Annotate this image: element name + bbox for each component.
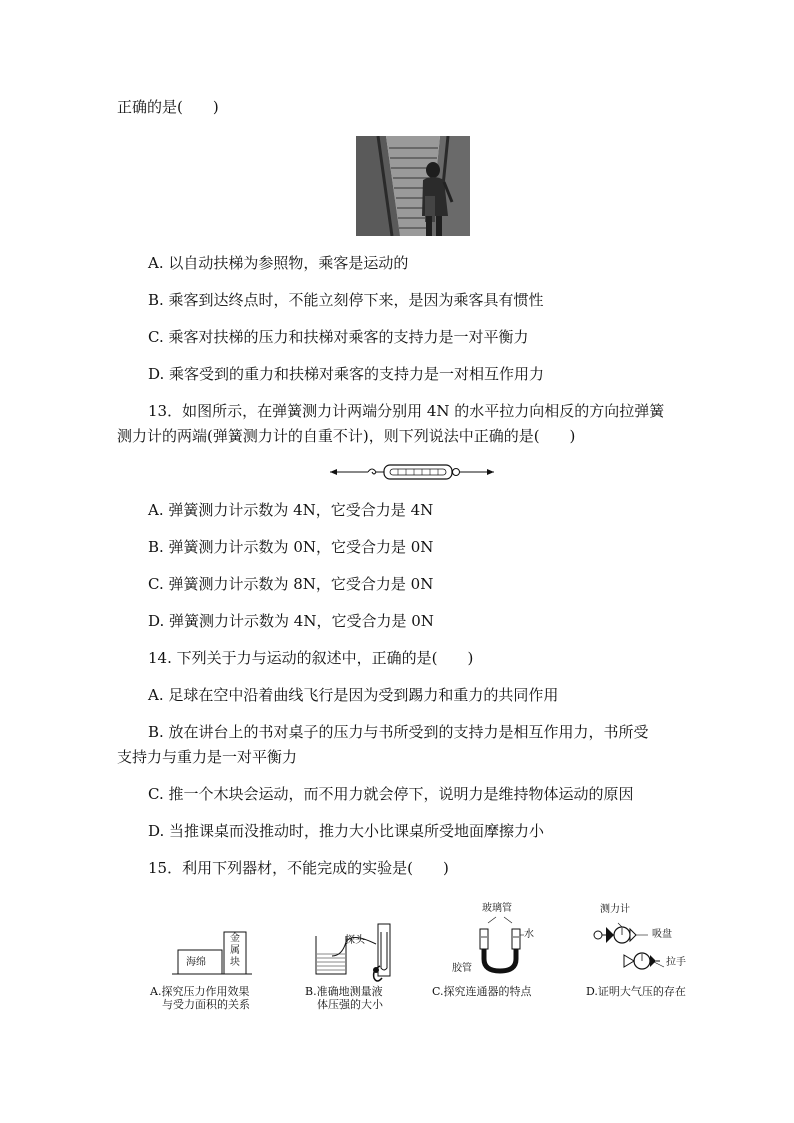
spring-scale-diagram: [328, 463, 496, 481]
figure-a-sponge-block: [172, 928, 272, 980]
figure-a-block-label-1: 金: [230, 933, 240, 944]
q12-stem-tail: 正确的是( ): [117, 98, 219, 116]
q13-option-d: D. 弹簧测力计示数为 4N，它受合力是 0N: [148, 612, 434, 630]
figure-d-meter-label: 测力计: [600, 904, 630, 915]
figure-a-block-label-2: 属: [230, 945, 240, 956]
q13-option-b: B. 弹簧测力计示数为 0N，它受合力是 0N: [148, 538, 434, 556]
q15-stem: 15．利用下列器材，不能完成的实验是( ): [148, 859, 449, 877]
figure-b-probe-label: 探头: [345, 935, 365, 946]
q13-stem-line2: 测力计的两端(弹簧测力计的自重不计)，则下列说法中正确的是( ): [117, 427, 576, 445]
figure-c-rubber-tube-label: 胶管: [452, 963, 472, 974]
figure-d-handle-label: 拉手: [666, 957, 686, 968]
figure-c-connected-vessels: [470, 915, 530, 977]
figure-b-pressure-meter: [308, 922, 408, 984]
figure-a-sponge-label: 海绵: [186, 957, 206, 968]
q13-stem-line1: 13．如图所示，在弹簧测力计两端分别用 4N 的水平拉力向相反的方向拉弹簧: [148, 402, 665, 420]
figure-b-caption-line1: B.准确地测量液: [305, 985, 383, 998]
figure-a-block-label-3: 块: [230, 957, 240, 968]
figure-d-sucker-label: 吸盘: [652, 929, 672, 940]
q14-option-d: D. 当推课桌而没推动时，推力大小比课桌所受地面摩擦力小: [148, 822, 545, 840]
q12-option-a: A. 以自动扶梯为参照物，乘客是运动的: [148, 254, 409, 272]
figure-a-caption-line2: 与受力面积的关系: [162, 998, 250, 1011]
q12-option-c: C. 乘客对扶梯的压力和扶梯对乘客的支持力是一对平衡力: [148, 328, 529, 346]
figure-d-suction-cups: [592, 915, 692, 985]
figure-b-caption-line2: 体压强的大小: [317, 998, 383, 1011]
q13-option-c: C. 弹簧测力计示数为 8N，它受合力是 0N: [148, 575, 434, 593]
figure-a-caption-line1: A.探究压力作用效果: [150, 985, 250, 998]
escalator-photo: [356, 136, 470, 236]
figure-c-caption: C.探究连通器的特点: [432, 985, 532, 998]
q14-stem: 14. 下列关于力与运动的叙述中，正确的是( ): [148, 649, 474, 667]
q14-option-b-line1: B. 放在讲台上的书对桌子的压力与书所受到的支持力是相互作用力，书所受: [148, 723, 649, 741]
q14-option-c: C. 推一个木块会运动，而不用力就会停下，说明力是维持物体运动的原因: [148, 785, 634, 803]
q12-option-b: B. 乘客到达终点时，不能立刻停下来，是因为乘客具有惯性: [148, 291, 544, 309]
q14-option-b-line2: 支持力与重力是一对平衡力: [117, 748, 298, 766]
figure-d-caption: D.证明大气压的存在: [586, 985, 686, 998]
q14-option-a: A. 足球在空中沿着曲线飞行是因为受到踢力和重力的共同作用: [148, 686, 559, 704]
figure-c-glass-tube-label: 玻璃管: [482, 903, 512, 914]
q13-option-a: A. 弹簧测力计示数为 4N，它受合力是 4N: [148, 501, 434, 519]
figure-c-water-label: 水: [524, 929, 534, 940]
q12-option-d: D. 乘客受到的重力和扶梯对乘客的支持力是一对相互作用力: [148, 365, 545, 383]
